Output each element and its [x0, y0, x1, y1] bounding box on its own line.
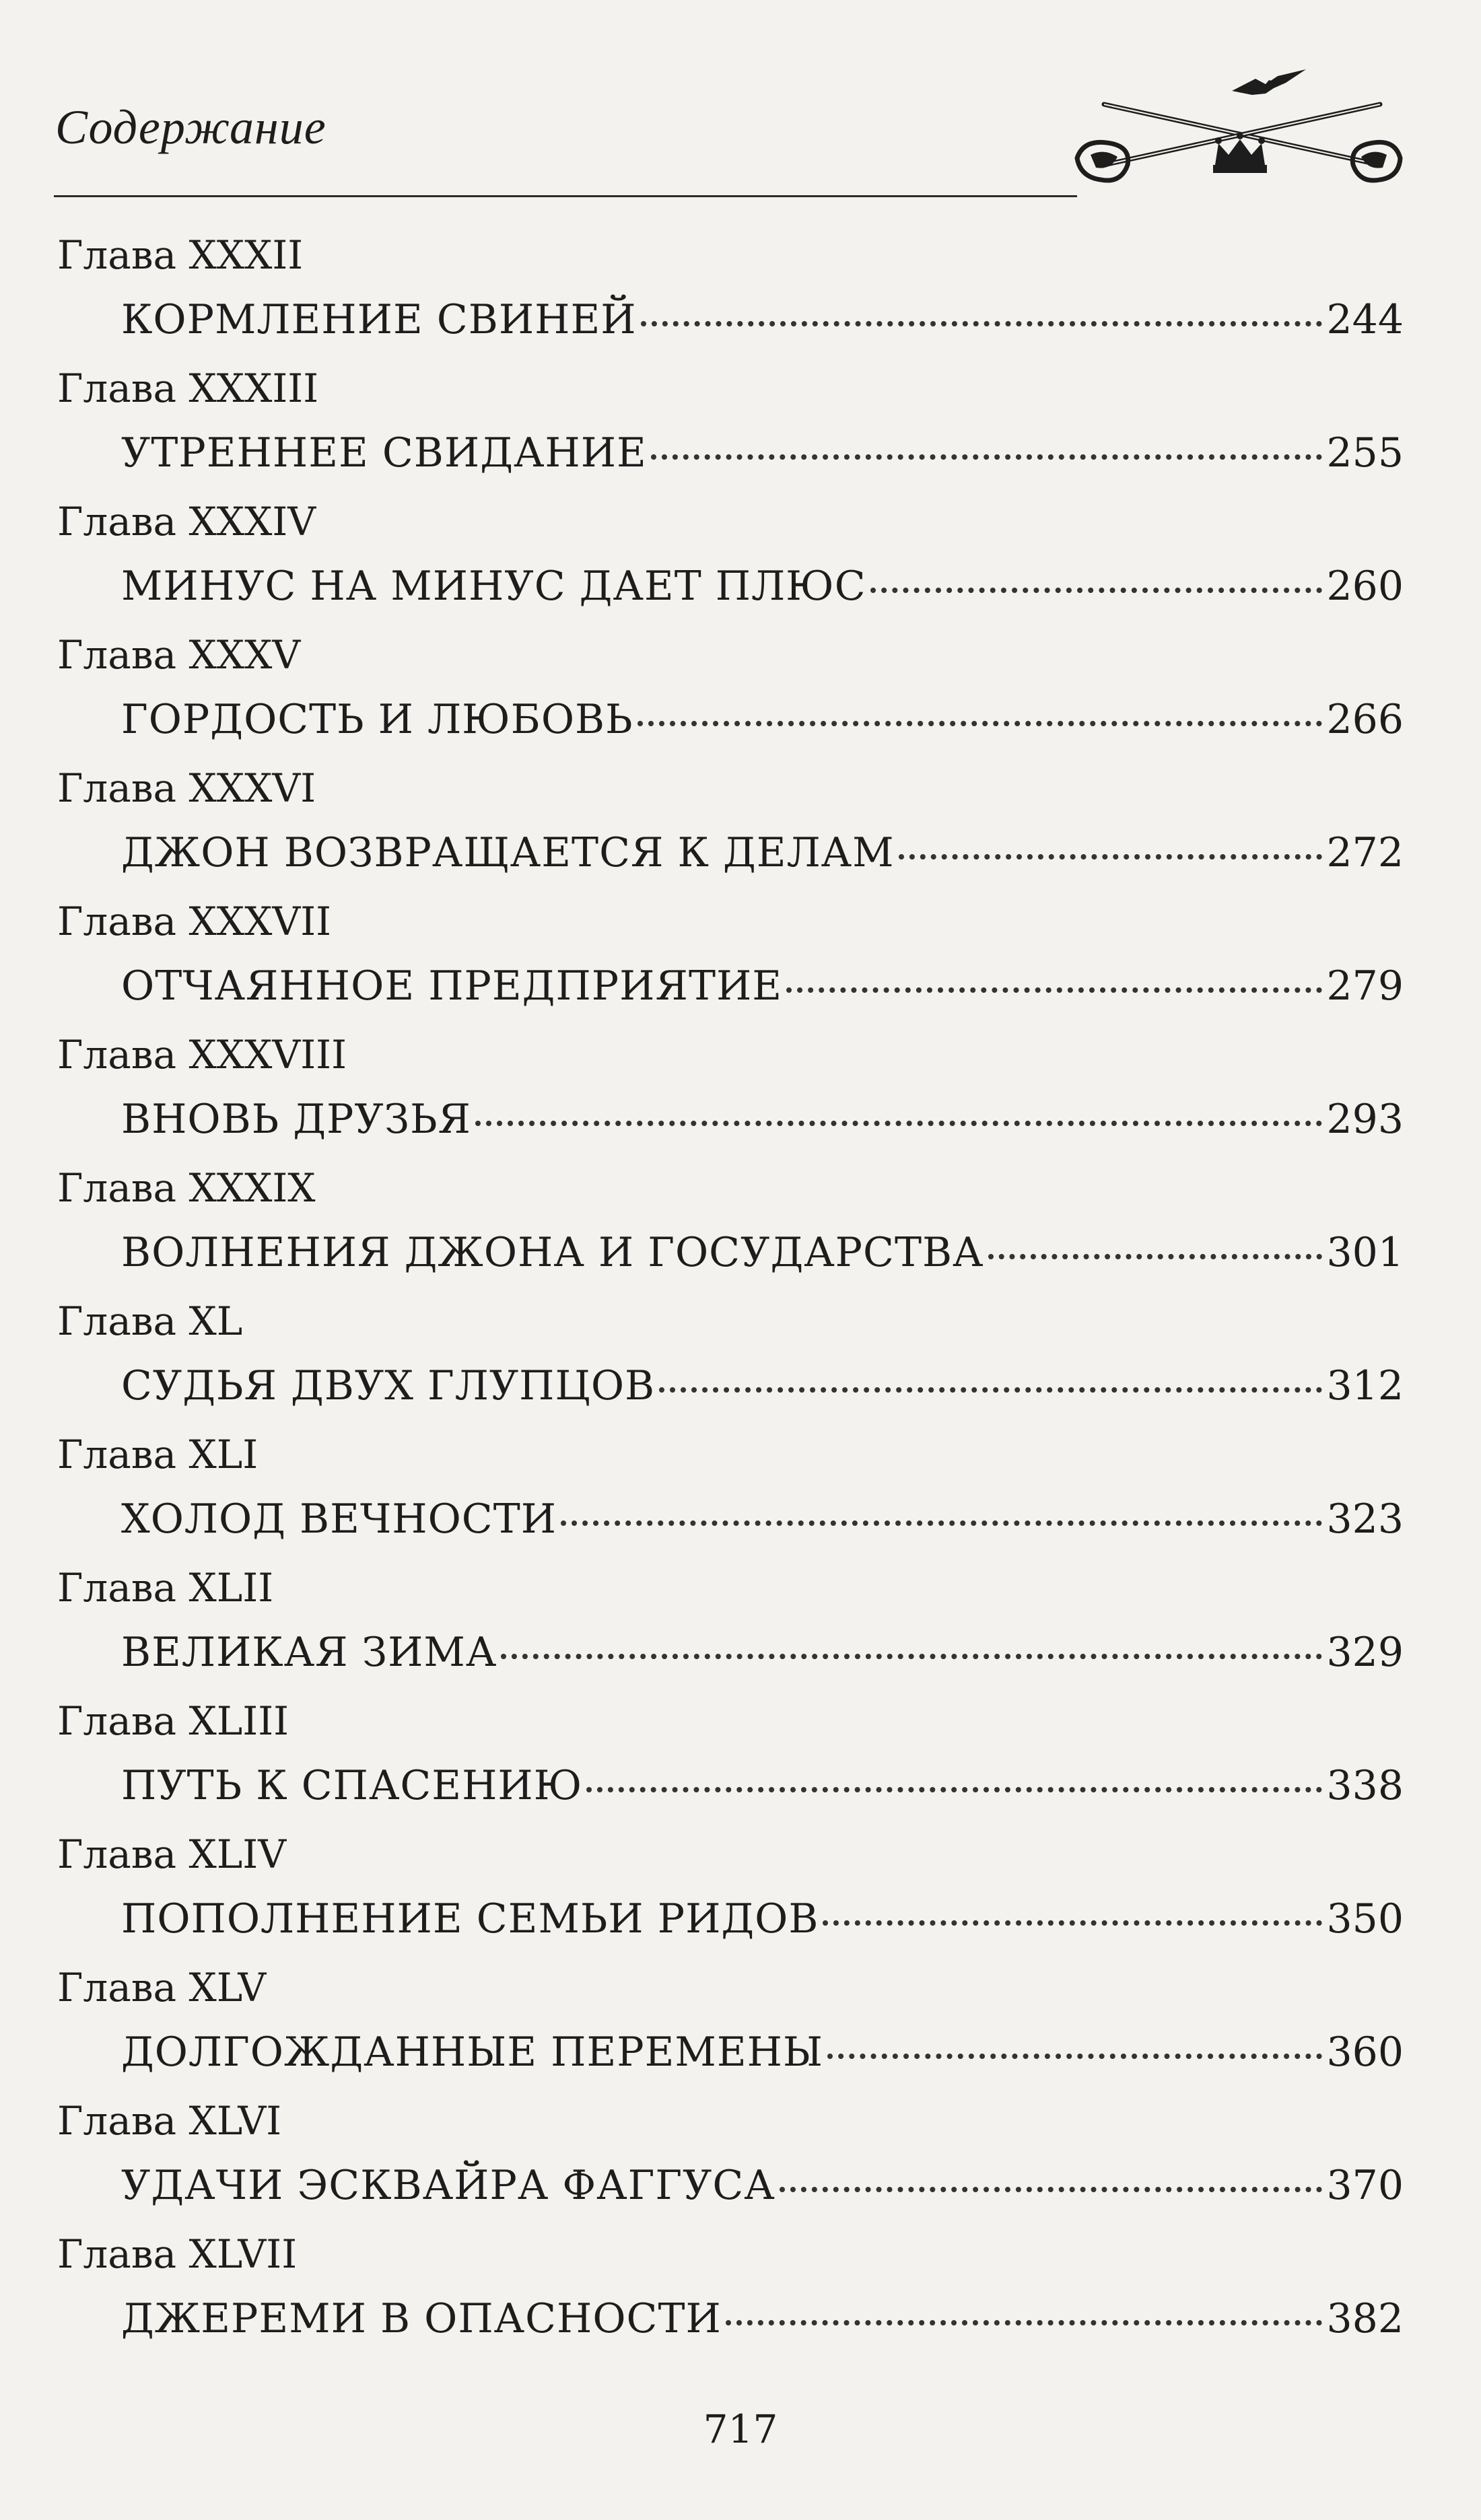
toc-entry [121, 1362, 1404, 1416]
dot-leader [501, 1654, 1322, 1659]
page-number: 244 [1326, 296, 1404, 343]
chapter-label: Глава XXXIV [57, 499, 316, 545]
crossed-swords-eagle-crown-icon [1064, 64, 1414, 205]
page-number: 323 [1326, 1496, 1404, 1543]
entry-title: ХОЛОД ВЕЧНОСТИ [121, 1496, 557, 1543]
entry-title: ВОЛНЕНИЯ ДЖОНА И ГОСУДАРСТВА [121, 1229, 984, 1276]
chapter-label: Глава XLI [57, 1432, 259, 1477]
dot-leader [823, 1920, 1322, 1926]
chapter-label: Глава XXXVII [57, 899, 332, 944]
entry-title: МИНУС НА МИНУС ДАЕТ ПЛЮС [121, 563, 866, 610]
entry-title: ДЖОН ВОЗВРАЩАЕТСЯ К ДЕЛАМ [121, 829, 895, 876]
chapter-label: Глава XXXVIII [57, 1032, 347, 1078]
entry-title: ПУТЬ К СПАСЕНИЮ [121, 1762, 583, 1809]
toc-entry [121, 696, 1404, 750]
toc-entry [121, 1895, 1404, 1949]
toc-entry [121, 1096, 1404, 1150]
chapter-label: Глава XLV [57, 1965, 267, 2010]
toc-entry [121, 2029, 1404, 2082]
dot-leader [641, 321, 1323, 326]
chapter-label: Глава XXXIX [57, 1165, 316, 1211]
header-title: Содержание [55, 100, 326, 154]
dot-leader [586, 1787, 1322, 1792]
dot-leader [475, 1121, 1322, 1126]
chapter-label: Глава XLII [57, 1565, 274, 1611]
chapter-label: Глава XLVI [57, 2098, 282, 2144]
dot-leader [870, 588, 1323, 593]
chapter-label: Глава XL [57, 1298, 243, 1344]
chapter-label: Глава XXXV [57, 632, 301, 678]
toc-entry [121, 296, 1404, 350]
toc-entry [121, 563, 1404, 617]
page-number: 272 [1326, 829, 1404, 876]
chapter-label: Глава XXXIII [57, 365, 319, 411]
page-number: 382 [1326, 2295, 1404, 2342]
entry-title: УДАЧИ ЭСКВАЙРА ФАГГУСА [121, 2162, 776, 2209]
page-number: 260 [1326, 563, 1404, 610]
running-header [54, 81, 1077, 197]
dot-leader [726, 2320, 1323, 2325]
toc-entry [121, 2162, 1404, 2216]
page-folio: 717 [703, 2406, 778, 2452]
toc-entry [121, 1229, 1404, 1283]
entry-title: ГОРДОСТЬ И ЛЮБОВЬ [121, 696, 633, 743]
dot-leader [561, 1520, 1322, 1526]
page-number: 370 [1326, 2162, 1404, 2209]
dot-leader [827, 2054, 1322, 2059]
page-number: 360 [1326, 2029, 1404, 2076]
entry-title: КОРМЛЕНИЕ СВИНЕЙ [121, 296, 637, 343]
entry-title: ДЖЕРЕМИ В ОПАСНОСТИ [121, 2295, 722, 2342]
dot-leader [786, 987, 1322, 993]
entry-title: ДОЛГОЖДАННЫЕ ПЕРЕМЕНЫ [121, 2029, 824, 2076]
toc-entry [121, 963, 1404, 1016]
entry-title: СУДЬЯ ДВУХ ГЛУПЦОВ [121, 1362, 656, 1409]
page-number: 255 [1326, 429, 1404, 477]
page-number: 338 [1326, 1762, 1404, 1809]
chapter-label: Глава XXXII [57, 232, 304, 278]
toc-entry [121, 1762, 1404, 1816]
page-number: 293 [1326, 1096, 1404, 1143]
dot-leader [899, 854, 1323, 860]
toc-entry [121, 829, 1404, 883]
page-number: 279 [1326, 963, 1404, 1010]
toc-entry [121, 1629, 1404, 1683]
entry-title: ПОПОЛНЕНИЕ СЕМЬИ РИДОВ [121, 1895, 819, 1943]
dot-leader [780, 2187, 1323, 2192]
toc-entry [121, 429, 1404, 483]
dot-leader [988, 1254, 1323, 1259]
page-number: 350 [1326, 1895, 1404, 1943]
toc-entry [121, 2295, 1404, 2349]
page-number: 301 [1326, 1229, 1404, 1276]
dot-leader [659, 1387, 1322, 1393]
entry-title: ВЕЛИКАЯ ЗИМА [121, 1629, 497, 1676]
page-number: 329 [1326, 1629, 1404, 1676]
page-number: 312 [1326, 1362, 1404, 1409]
chapter-label: Глава XLIII [57, 1698, 289, 1744]
entry-title: ОТЧАЯННОЕ ПРЕДПРИЯТИЕ [121, 963, 783, 1010]
toc-entry [121, 1496, 1404, 1549]
chapter-label: Глава XLVII [57, 2231, 298, 2277]
dot-leader [651, 454, 1323, 460]
dot-leader [638, 721, 1323, 726]
chapter-label: Глава XLIV [57, 1831, 287, 1877]
page-number: 266 [1326, 696, 1404, 743]
entry-title: УТРЕННЕЕ СВИДАНИЕ [121, 429, 647, 477]
chapter-label: Глава XXXVI [57, 765, 316, 811]
entry-title: ВНОВЬ ДРУЗЬЯ [121, 1096, 471, 1143]
